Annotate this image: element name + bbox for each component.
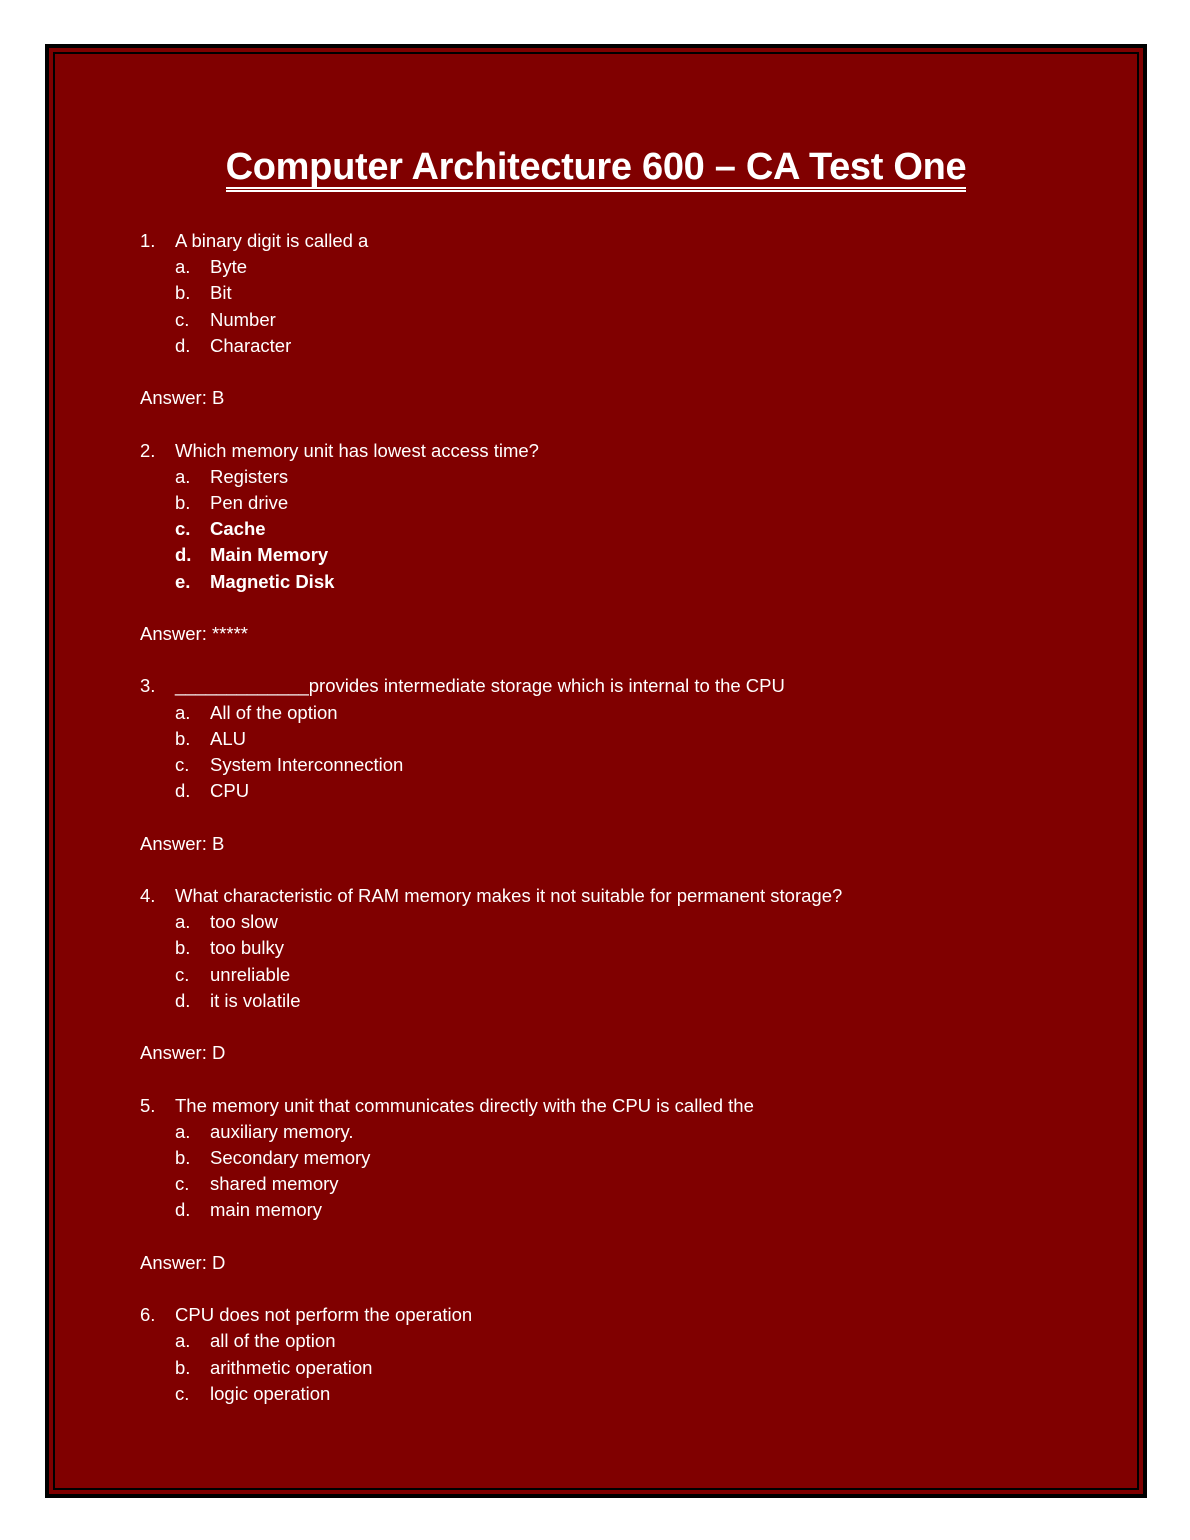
question-4-stem: [140, 883, 1040, 909]
option-letter: d.: [175, 334, 191, 356]
option-letter: d.: [175, 1199, 191, 1221]
question-number: 4.: [140, 884, 156, 906]
option-letter: a.: [175, 465, 191, 487]
option-letter: b.: [175, 282, 191, 304]
option-text: logic operation: [210, 1382, 331, 1404]
option-text: unreliable: [210, 963, 291, 985]
option-letter: a.: [175, 911, 191, 933]
option-c: [140, 1381, 1040, 1407]
option-text: Cache: [210, 518, 266, 540]
answer-line: Answer: D: [140, 1251, 226, 1273]
option-letter: c.: [175, 518, 191, 540]
option-a: [140, 464, 1040, 490]
option-b: [140, 1355, 1040, 1381]
question-6-stem: [140, 1302, 1040, 1328]
option-a: [140, 1119, 1040, 1145]
question-number: 3.: [140, 675, 156, 697]
question-text: A binary digit is called a: [175, 230, 369, 251]
option-text: arithmetic operation: [210, 1356, 373, 1378]
option-text: Number: [210, 308, 276, 330]
option-letter: d.: [175, 544, 192, 566]
option-e: [140, 569, 1040, 595]
option-letter: c.: [175, 308, 190, 330]
option-text: Magnetic Disk: [210, 570, 335, 592]
option-text: Bit: [210, 282, 232, 304]
option-b: [140, 935, 1040, 961]
document-title: Computer Architecture 600 – CA Test One: [226, 147, 967, 192]
question-4: [140, 883, 1040, 1066]
option-d: [140, 333, 1040, 359]
document-page: [55, 54, 1137, 1488]
option-d: [140, 778, 1040, 804]
option-text: Character: [210, 334, 292, 356]
option-b: [140, 726, 1040, 752]
option-letter: d.: [175, 989, 191, 1011]
option-a: [140, 1328, 1040, 1354]
page-border-inner: [49, 48, 1143, 1494]
option-letter: b.: [175, 1146, 191, 1168]
option-b: [140, 490, 1040, 516]
question-number: 2.: [140, 439, 156, 461]
question-text: What characteristic of RAM memory makes it not suitable for permanent storage?: [175, 884, 843, 906]
option-letter: c.: [175, 754, 190, 775]
document-title-block: [55, 146, 1137, 192]
option-letter: c.: [175, 1173, 190, 1195]
question-number: 5.: [140, 1094, 156, 1116]
option-text: CPU: [210, 780, 250, 802]
option-d: [140, 542, 1040, 568]
question-text: _____________provides intermediate storage which is internal to the CPU: [175, 675, 785, 697]
option-text: Byte: [210, 256, 248, 278]
question-6: [140, 1302, 1040, 1407]
option-letter: a.: [175, 256, 191, 278]
option-letter: c.: [175, 1382, 190, 1404]
option-c: [140, 516, 1040, 542]
option-text: All of the option: [210, 701, 338, 723]
option-letter: b.: [175, 492, 191, 513]
option-text: main memory: [210, 1199, 323, 1221]
option-letter: e.: [175, 570, 191, 592]
option-letter: a.: [175, 1330, 191, 1352]
option-a: [140, 254, 1040, 280]
option-d: [140, 1197, 1040, 1223]
option-letter: d.: [175, 780, 191, 802]
option-letter: b.: [175, 1356, 191, 1378]
answer-line: Answer: B: [140, 832, 225, 854]
page-border: [45, 44, 1147, 1498]
question-2: [140, 438, 1040, 648]
question-number: 6.: [140, 1304, 156, 1326]
option-b: [140, 1145, 1040, 1171]
option-c: [140, 307, 1040, 333]
question-1-stem: [140, 228, 1040, 254]
question-number: 1.: [140, 230, 156, 251]
question-text: CPU does not perform the operation: [175, 1304, 473, 1326]
option-text: Registers: [210, 465, 289, 487]
answer-line: Answer: *****: [140, 623, 248, 644]
option-text: it is volatile: [210, 989, 301, 1011]
option-text: System Interconnection: [210, 754, 404, 775]
answer-line: Answer: D: [140, 1042, 226, 1064]
question-2-stem: [140, 438, 1040, 464]
option-c: [140, 962, 1040, 988]
option-d: [140, 988, 1040, 1014]
answer-line: Answer: B: [140, 387, 225, 409]
option-text: auxiliary memory.: [210, 1120, 354, 1142]
option-text: shared memory: [210, 1173, 339, 1195]
option-c: [140, 752, 1040, 778]
option-b: [140, 280, 1040, 306]
option-text: ALU: [210, 727, 246, 749]
option-text: too bulky: [210, 937, 285, 959]
question-5-stem: [140, 1093, 1040, 1119]
question-5: [140, 1093, 1040, 1276]
option-a: [140, 909, 1040, 935]
option-letter: a.: [175, 701, 191, 723]
option-text: Pen drive: [210, 492, 289, 513]
question-3-stem: [140, 673, 1040, 699]
question-list: [140, 228, 1040, 1433]
option-text: too slow: [210, 911, 278, 933]
option-letter: b.: [175, 937, 191, 959]
option-letter: b.: [175, 727, 191, 749]
option-a: [140, 700, 1040, 726]
question-3: [140, 673, 1040, 856]
question-text: Which memory unit has lowest access time?: [175, 439, 539, 461]
question-1: [140, 228, 1040, 411]
option-c: [140, 1171, 1040, 1197]
option-text: all of the option: [210, 1330, 336, 1352]
option-text: Main Memory: [210, 544, 329, 566]
option-letter: c.: [175, 963, 190, 985]
page-border-line: [53, 52, 1139, 1490]
option-text: Secondary memory: [210, 1146, 371, 1168]
question-text: The memory unit that communicates directly with the CPU is called the: [175, 1094, 754, 1116]
option-letter: a.: [175, 1120, 191, 1142]
